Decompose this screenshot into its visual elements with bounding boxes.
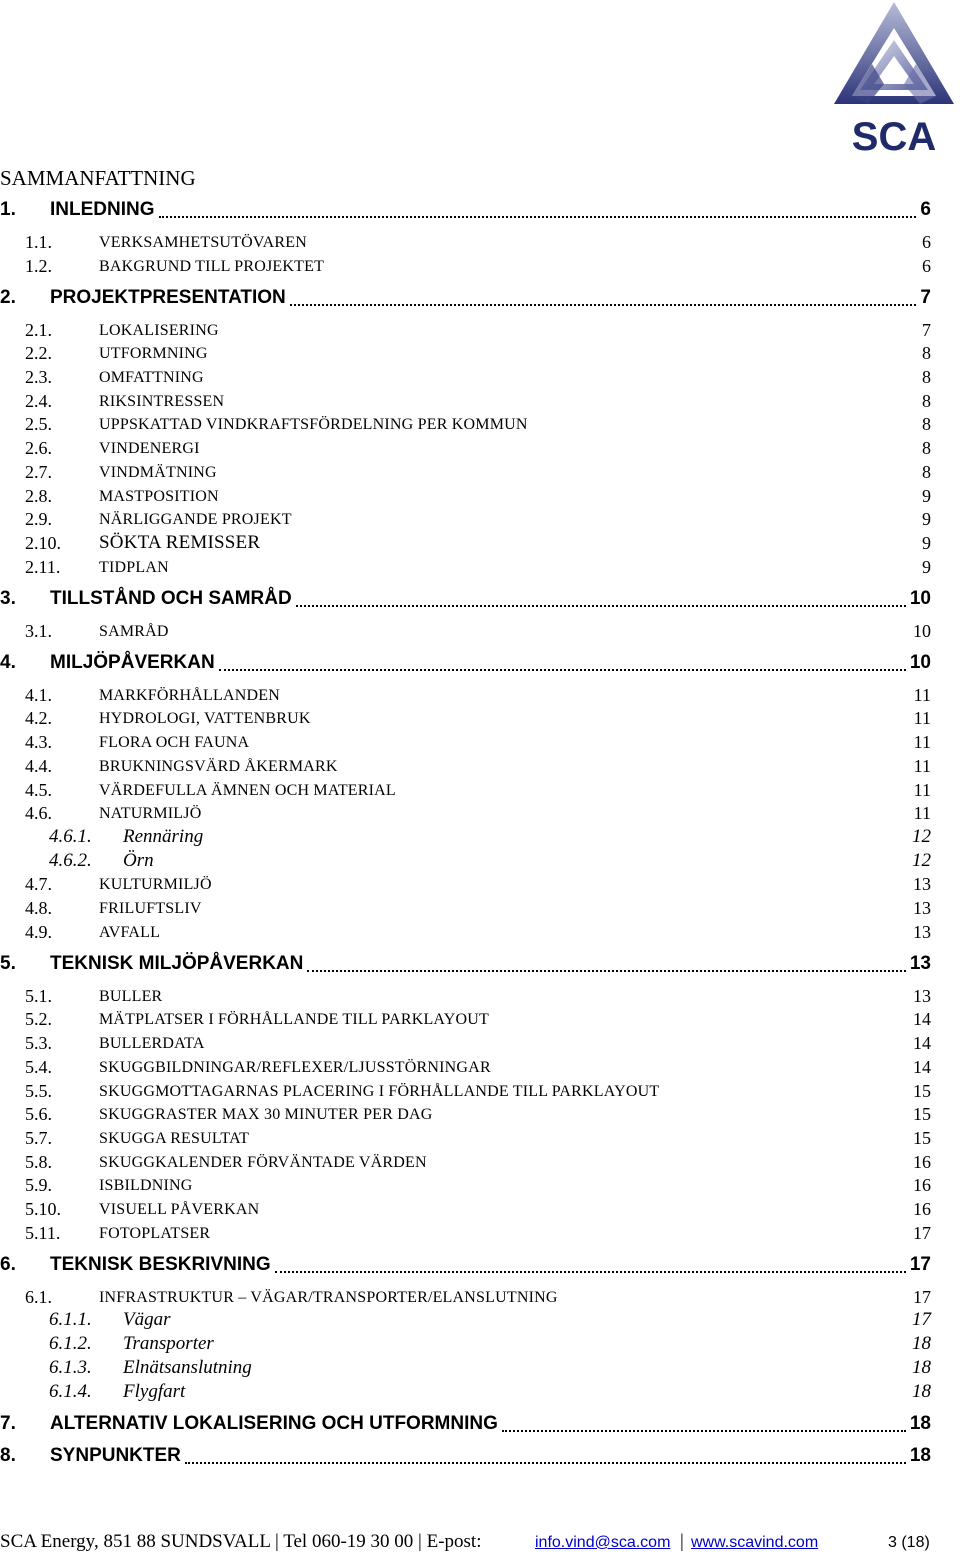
toc-entry-page: 8 [922, 438, 931, 458]
toc-entry-number: 5.11. [25, 1223, 61, 1243]
toc-entry-title: KULTURMILJÖ [99, 876, 212, 893]
toc-entry-page: 9 [922, 486, 931, 506]
toc-entry-page: 14 [913, 1033, 931, 1053]
toc-entry-number: 7. [0, 1413, 16, 1434]
toc-entry-title: MASTPOSITION [99, 488, 219, 505]
toc-entry-number: 2.11. [25, 557, 61, 577]
toc-entry[interactable] [0, 802, 960, 826]
toc-entry[interactable] [0, 255, 960, 279]
toc-entry-number: 4.4. [25, 756, 52, 776]
toc-entry-page: 11 [913, 803, 931, 823]
toc-entry[interactable] [0, 1056, 960, 1080]
toc-entry-title: FRILUFTSLIV [99, 900, 202, 917]
toc-dot-leader [275, 1271, 906, 1273]
sca-logo-text: SCA [851, 115, 937, 158]
toc-entry-title: VERKSAMHETSUTÖVAREN [99, 234, 307, 251]
toc-entry[interactable] [0, 1032, 960, 1056]
toc-entry-number: 1.2. [25, 256, 52, 276]
summary-heading: SAMMANFATTNING [0, 166, 196, 190]
toc-entry-page: 8 [922, 343, 931, 363]
toc-entry-page: 15 [913, 1081, 931, 1101]
toc-entry-number: 4.6.1. [49, 826, 92, 847]
toc-entry[interactable] [0, 1174, 960, 1198]
toc-entry[interactable] [0, 620, 960, 644]
toc-entry-page: 14 [913, 1057, 931, 1077]
toc-entry[interactable] [0, 953, 960, 977]
toc-entry-number: 6.1.1. [49, 1309, 92, 1330]
toc-entry-title: MÄTPLATSER I FÖRHÅLLANDE TILL PARKLAYOUT [99, 1011, 489, 1028]
toc-entry-page: 13 [913, 986, 931, 1006]
toc-entry-number: 4.3. [25, 732, 52, 752]
toc-entry[interactable] [0, 1008, 960, 1032]
toc-entry-page: 10 [909, 588, 931, 609]
toc-entry-title: SKUGGMOTTAGARNAS PLACERING I FÖRHÅLLANDE TILL PARKLAYOUT [99, 1083, 660, 1100]
toc-entry-page: 7 [920, 287, 931, 308]
toc-entry-title: Flygfart [123, 1381, 186, 1402]
toc-entry[interactable] [0, 199, 960, 223]
toc-entry-page: 16 [913, 1175, 931, 1195]
toc-entry[interactable] [0, 1357, 960, 1381]
toc-entry-page: 11 [913, 756, 931, 776]
toc-entry-number: 3. [0, 588, 16, 609]
toc-dot-leader [307, 970, 906, 972]
toc-entry-title: ISBILDNING [99, 1177, 193, 1194]
toc-entry[interactable] [0, 287, 960, 311]
toc-entry-title: FLORA OCH FAUNA [99, 734, 250, 751]
toc-entry[interactable] [0, 684, 960, 708]
toc-entry[interactable] [0, 779, 960, 803]
toc-entry-number: 5.5. [25, 1081, 52, 1101]
toc-entry-title: SÖKTA REMISSER [99, 532, 261, 553]
toc-entry-page: 13 [909, 953, 931, 974]
toc-dot-leader [219, 669, 906, 671]
toc-entry-number: 5.6. [25, 1104, 52, 1124]
toc-entry-title: Elnätsanslutning [123, 1357, 252, 1378]
toc-entry-number: 3.1. [25, 621, 52, 641]
toc-entry[interactable] [0, 532, 960, 556]
toc-entry-number: 4.6. [25, 803, 52, 823]
toc-dot-leader [159, 216, 917, 218]
toc-entry-title: VISUELL PÅVERKAN [99, 1201, 260, 1218]
toc-entry-number: 6.1.2. [49, 1333, 92, 1354]
toc-entry-number: 2.2. [25, 343, 52, 363]
toc-entry[interactable] [0, 1080, 960, 1104]
toc-entry[interactable] [0, 921, 960, 945]
toc-entry-title: TILLSTÅND OCH SAMRÅD [50, 588, 292, 609]
toc-entry-number: 2.9. [25, 509, 52, 529]
toc-entry-title: Vägar [123, 1309, 171, 1330]
toc-entry-title: Örn [123, 850, 154, 871]
footer-email-link[interactable]: info.vind@sca.com [535, 1534, 671, 1551]
toc-entry-number: 2.5. [25, 414, 52, 434]
toc-entry-number: 5.3. [25, 1033, 52, 1053]
toc-entry-number: 4.8. [25, 898, 52, 918]
toc-entry-title: INLEDNING [50, 199, 155, 220]
toc-entry-number: 4.9. [25, 922, 52, 942]
sca-logo-icon [832, 0, 956, 158]
toc-entry-page: 18 [909, 1413, 931, 1434]
toc-entry-page: 9 [922, 557, 931, 577]
toc-entry-page: 13 [913, 874, 931, 894]
toc-entry-page: 12 [912, 850, 931, 871]
toc-entry-page: 11 [913, 685, 931, 705]
toc-entry[interactable] [0, 437, 960, 461]
toc-entry-page: 13 [913, 922, 931, 942]
toc-entry-title: SYNPUNKTER [50, 1445, 181, 1466]
toc-entry-title: LOKALISERING [99, 322, 219, 339]
toc-entry-page: 8 [922, 414, 931, 434]
toc-entry-page: 18 [912, 1381, 931, 1402]
toc-entry-page: 15 [913, 1104, 931, 1124]
toc-entry-number: 2.8. [25, 486, 52, 506]
toc-entry-title: PROJEKTPRESENTATION [50, 287, 286, 308]
toc-entry-page: 11 [913, 732, 931, 752]
toc-entry-page: 18 [912, 1333, 931, 1354]
toc-entry-title: OMFATTNING [99, 369, 204, 386]
toc-entry-page: 18 [909, 1445, 931, 1466]
toc-entry-number: 5.7. [25, 1128, 52, 1148]
toc-entry[interactable] [0, 707, 960, 731]
toc-entry-title: SKUGGRASTER MAX 30 MINUTER PER DAG [99, 1106, 433, 1123]
toc-entry-number: 8. [0, 1445, 16, 1466]
toc-entry[interactable] [0, 850, 960, 874]
toc-entry-title: AVFALL [99, 924, 161, 941]
toc-entry-page: 8 [922, 367, 931, 387]
toc-entry-number: 6. [0, 1254, 16, 1275]
toc-dot-leader [296, 605, 906, 607]
toc-entry[interactable] [0, 461, 960, 485]
toc-entry-title: ALTERNATIV LOKALISERING OCH UTFORMNING [50, 1413, 498, 1434]
toc-entry-number: 2.10. [25, 533, 61, 553]
toc-entry[interactable] [0, 588, 960, 612]
toc-entry-page: 11 [913, 708, 931, 728]
toc-entry[interactable] [0, 1127, 960, 1151]
toc-entry-title: Rennäring [123, 826, 204, 847]
toc-entry-page: 9 [922, 509, 931, 529]
toc-entry-title: VINDMÄTNING [99, 464, 217, 481]
toc-entry-page: 16 [913, 1199, 931, 1219]
toc-entry-title: BAKGRUND TILL PROJEKTET [99, 258, 325, 275]
toc-entry-number: 2.3. [25, 367, 52, 387]
toc-entry-title: SKUGGBILDNINGAR/REFLEXER/LJUSSTÖRNINGAR [99, 1059, 491, 1076]
toc-entry-number: 4.7. [25, 874, 52, 894]
toc-entry[interactable] [0, 390, 960, 414]
footer-page-number: 3 (18) [888, 1534, 930, 1551]
toc-entry-number: 5.9. [25, 1175, 52, 1195]
toc-entry[interactable] [0, 1222, 960, 1246]
toc-entry-number: 4.5. [25, 780, 52, 800]
toc-entry[interactable] [0, 556, 960, 580]
toc-entry-title: Transporter [123, 1333, 214, 1354]
toc-entry-number: 4.2. [25, 708, 52, 728]
toc-entry-page: 11 [913, 780, 931, 800]
toc-entry-number: 4.6.2. [49, 850, 92, 871]
toc-entry-page: 17 [913, 1287, 931, 1307]
toc-entry-title: TEKNISK BESKRIVNING [50, 1254, 271, 1275]
toc-entry-title: NÄRLIGGANDE PROJEKT [99, 511, 292, 528]
footer-website-link[interactable]: www.scavind.com [691, 1534, 819, 1551]
toc-entry[interactable] [0, 319, 960, 343]
toc-entry[interactable] [0, 1151, 960, 1175]
toc-entry-page: 16 [913, 1152, 931, 1172]
toc-entry[interactable] [0, 1254, 960, 1278]
toc-entry-number: 5. [0, 953, 16, 974]
toc-entry-number: 2.1. [25, 320, 52, 340]
toc-entry[interactable] [0, 1103, 960, 1127]
toc-entry[interactable] [0, 985, 960, 1009]
toc-entry-page: 17 [909, 1254, 931, 1275]
toc-entry-number: 6.1.3. [49, 1357, 92, 1378]
footer-address: SCA Energy, 851 88 SUNDSVALL | Tel 060-19 30 00 | E-post: [0, 1531, 482, 1552]
toc-entry[interactable] [0, 755, 960, 779]
toc-entry-title: UTFORMNING [99, 345, 208, 362]
toc-entry-page: 17 [912, 1309, 931, 1330]
toc-entry-number: 6.1.4. [49, 1381, 92, 1402]
toc-entry-title: NATURMILJÖ [99, 805, 202, 822]
toc-entry-page: 8 [922, 462, 931, 482]
toc-entry[interactable] [0, 366, 960, 390]
toc-entry-title: TIDPLAN [99, 559, 169, 576]
toc-entry-number: 1.1. [25, 232, 52, 252]
toc-entry-number: 5.1. [25, 986, 52, 1006]
toc-entry-title: TEKNISK MILJÖPÅVERKAN [50, 953, 304, 974]
toc-entry[interactable] [0, 1381, 960, 1405]
toc-entry-number: 5.4. [25, 1057, 52, 1077]
toc-entry[interactable] [0, 1198, 960, 1222]
footer-separator: | [680, 1531, 684, 1552]
toc-entry[interactable] [0, 873, 960, 897]
toc-entry-number: 5.10. [25, 1199, 61, 1219]
toc-entry-number: 4. [0, 652, 16, 673]
toc-entry-number: 2.6. [25, 438, 52, 458]
toc-entry-number: 5.2. [25, 1009, 52, 1029]
toc-entry[interactable] [0, 1286, 960, 1310]
toc-entry[interactable] [0, 1445, 960, 1469]
toc-entry-title: INFRASTRUKTUR – VÄGAR/TRANSPORTER/ELANSLUTNING [99, 1289, 558, 1306]
toc-entry-page: 9 [922, 533, 931, 553]
sca-logo [832, 0, 956, 158]
toc-entry-title: HYDROLOGI, VATTENBRUK [99, 710, 311, 727]
toc-entry-title: MILJÖPÅVERKAN [50, 652, 215, 673]
toc-entry-number: 4.1. [25, 685, 52, 705]
toc-entry-page: 18 [912, 1357, 931, 1378]
toc-entry[interactable] [0, 1309, 960, 1333]
toc-entry-title: SKUGGA RESULTAT [99, 1130, 250, 1147]
toc-dot-leader [290, 304, 917, 306]
toc-entry-title: VÄRDEFULLA ÄMNEN OCH MATERIAL [99, 782, 396, 799]
toc-entry-title: RIKSINTRESSEN [99, 393, 225, 410]
toc-entry-title: BULLER [99, 988, 163, 1005]
toc-entry-page: 6 [920, 199, 931, 220]
toc-entry-number: 2. [0, 287, 16, 308]
toc-entry-number: 5.8. [25, 1152, 52, 1172]
toc-entry-page: 14 [913, 1009, 931, 1029]
toc-entry-title: UPPSKATTAD VINDKRAFTSFÖRDELNING PER KOMMUN [99, 416, 528, 433]
toc-dot-leader [502, 1430, 906, 1432]
toc-entry-title: BRUKNINGSVÄRD ÅKERMARK [99, 758, 338, 775]
toc-entry[interactable] [0, 342, 960, 366]
toc-entry-title: VINDENERGI [99, 440, 200, 457]
toc-entry[interactable] [0, 508, 960, 532]
toc-entry[interactable] [0, 652, 960, 676]
toc-entry-number: 2.4. [25, 391, 52, 411]
toc-entry-page: 15 [913, 1128, 931, 1148]
toc-dot-leader [185, 1462, 906, 1464]
toc-entry-page: 12 [912, 826, 931, 847]
toc-entry[interactable] [0, 1413, 960, 1437]
toc-entry[interactable] [0, 231, 960, 255]
toc-entry-page: 7 [922, 320, 931, 340]
toc-entry-title: SKUGGKALENDER FÖRVÄNTADE VÄRDEN [99, 1154, 427, 1171]
toc-entry-page: 13 [913, 898, 931, 918]
toc-entry[interactable] [0, 731, 960, 755]
toc-entry[interactable] [0, 1333, 960, 1357]
toc-entry[interactable] [0, 485, 960, 509]
toc-entry-page: 6 [922, 232, 931, 252]
toc-entry-title: SAMRÅD [99, 623, 169, 640]
toc-entry-number: 6.1. [25, 1287, 52, 1307]
toc-entry-page: 17 [913, 1223, 931, 1243]
toc-entry-title: MARKFÖRHÅLLANDEN [99, 687, 280, 704]
toc-entry-title: BULLERDATA [99, 1035, 205, 1052]
toc-entry[interactable] [0, 826, 960, 850]
toc-entry[interactable] [0, 897, 960, 921]
toc-entry-page: 10 [913, 621, 931, 641]
toc-entry-page: 8 [922, 391, 931, 411]
toc-entry-title: FOTOPLATSER [99, 1225, 211, 1242]
toc-entry-number: 1. [0, 199, 16, 220]
toc-entry-page: 6 [922, 256, 931, 276]
toc-entry-number: 2.7. [25, 462, 52, 482]
toc-entry-page: 10 [909, 652, 931, 673]
page-footer [0, 1531, 960, 1557]
toc-entry[interactable] [0, 413, 960, 437]
